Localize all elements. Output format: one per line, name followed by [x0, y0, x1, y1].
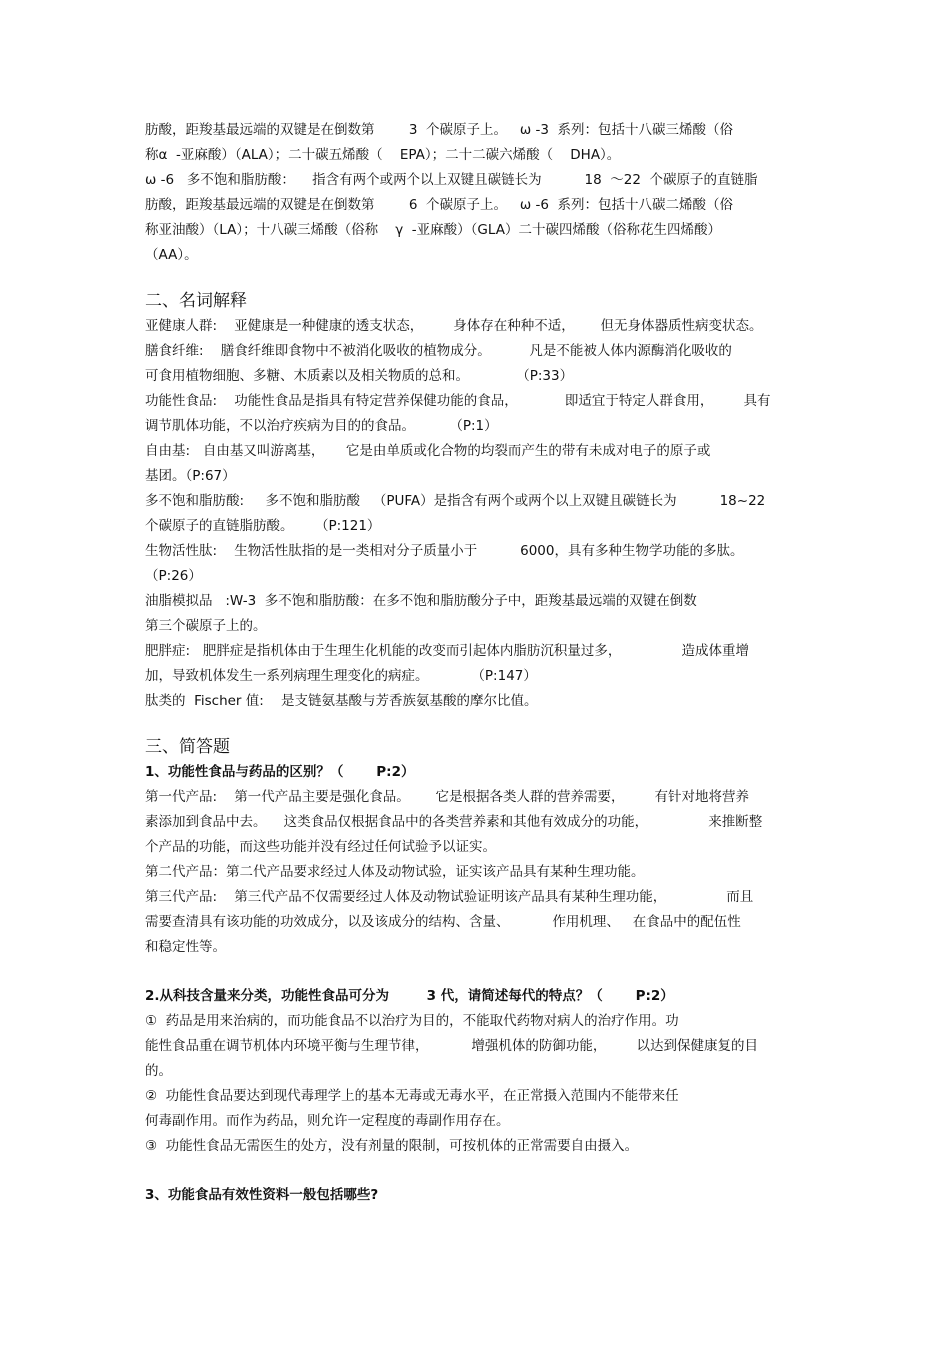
text-line: （AA）。: [145, 247, 198, 263]
text-line: 肪酸，距羧基最远端的双键是在倒数第 6 个碳原子上。 ω -6 系列：包括十八碳二烯酸（俗: [145, 197, 734, 213]
question-title: 3、功能食品有效性资料一般包括哪些?: [145, 1187, 379, 1203]
term-line: 亚健康人群: 亚健康是一种健康的透支状态， 身体存在种种不适， 但无身体器质性病变状态。: [145, 318, 763, 334]
term-line: 第三个碳原子上的。: [145, 618, 267, 634]
answer-line: 的。: [145, 1063, 172, 1079]
text-line: 称亚油酸）（LA）；十八碳三烯酸（俗称 γ -亚麻酸）（GLA）二十碳四烯酸（俗称花生四烯酸）: [145, 222, 721, 238]
term-line: 多不饱和脂肪酸: 多不饱和脂肪酸 （PUFA）是指含有两个或两个以上双键且碳链长为 18~22: [145, 493, 766, 509]
section-heading-short-answer: 三、简答题: [145, 737, 230, 757]
answer-line: 第三代产品: 第三代产品不仅需要经过人体及动物试验证明该产品具有某种生理功能， 而且: [145, 889, 754, 905]
term-line: 膳食纤维: 膳食纤维即食物中不被消化吸收的植物成分。 凡是不能被人体内源酶消化吸收的: [145, 343, 732, 359]
term-line: 肽类的 Fischer 值: 是支链氨基酸与芳香族氨基酸的摩尔比值。: [145, 693, 538, 709]
text-line: 肪酸，距羧基最远端的双键是在倒数第 3 个碳原子上。 ω -3 系列：包括十八碳三烯酸（俗: [145, 122, 734, 138]
question-title: 1、功能性食品与药品的区别？（ P:2）: [145, 764, 415, 780]
answer-line: ③ 功能性食品无需医生的处方，没有剂量的限制，可按机体的正常需要自由摄入。: [145, 1138, 639, 1154]
answer-line: ② 功能性食品要达到现代毒理学上的基本无毒或无毒水平，在正常摄入范围内不能带来任: [145, 1088, 679, 1104]
term-line: 油脂模拟品 :W-3 多不饱和脂肪酸：在多不饱和脂肪酸分子中，距羧基最远端的双键在倒数: [145, 593, 697, 609]
term-line: 加，导致机体发生一系列病理生理变化的病症。 （P:147）: [145, 668, 537, 684]
document-page: [145, 118, 815, 1208]
term-line: 调节肌体功能，不以治疗疾病为目的的食品。 （P:1）: [145, 418, 498, 434]
answer-line: 何毒副作用。而作为药品，则允许一定程度的毒副作用存在。: [145, 1113, 510, 1129]
question-title: 2.从科技含量来分类，功能性食品可分为 3 代，请简述每代的特点？（ P:2）: [145, 988, 674, 1004]
terms-section: [145, 314, 815, 714]
term-line: 自由基: 自由基又叫游离基， 它是由单质或化合物的均裂而产生的带有未成对电子的原子或: [145, 443, 711, 459]
section-heading-terms: 二、名词解释: [145, 291, 247, 311]
text-line: 称α -亚麻酸）（ALA）；二十碳五烯酸（ EPA）；二十二碳六烯酸（ DHA）。: [145, 147, 621, 163]
term-line: 基团。（P:67）: [145, 468, 236, 484]
term-line: 功能性食品: 功能性食品是指具有特定营养保健功能的食品， 即适宜于特定人群食用， 具有: [145, 393, 771, 409]
term-line: （P:26）: [145, 568, 202, 584]
term-line: 肥胖症: 肥胖症是指机体由于生理生化机能的改变而引起体内脂肪沉积量过多， 造成体重增: [145, 643, 749, 659]
answer-line: 和稳定性等。: [145, 939, 226, 955]
answer-line: 能性食品重在调节机体内环境平衡与生理节律， 增强机体的防御功能， 以达到保健康复的目: [145, 1038, 758, 1054]
intro-paragraph: [145, 118, 815, 268]
answer-line: 第一代产品: 第一代产品主要是强化食品。 它是根据各类人群的营养需要， 有针对地将营养: [145, 789, 749, 805]
answer-line: 素添加到食品中去。 这类食品仅根据食品中的各类营养素和其他有效成分的功能， 来推断整: [145, 814, 763, 830]
text-line: ω -6 多不饱和脂肪酸： 指含有两个或两个以上双键且碳链长为 18 ～22 个碳原子的直链脂: [145, 172, 758, 188]
paragraph-gap: [145, 960, 815, 984]
short-answer-section: [145, 760, 815, 1208]
paragraph-gap: [145, 1159, 815, 1183]
term-line: 可食用植物细胞、多糖、木质素以及相关物质的总和。 （P:33）: [145, 368, 574, 384]
answer-line: 个产品的功能，而这些功能并没有经过任何试验予以证实。: [145, 839, 496, 855]
answer-line: 需要查清具有该功能的功效成分，以及该成分的结构、含量、 作用机理、 在食品中的配伍性: [145, 914, 741, 930]
term-line: 个碳原子的直链脂肪酸。 （P:121）: [145, 518, 381, 534]
term-line: 生物活性肽: 生物活性肽指的是一类相对分子质量小于 6000，具有多种生物学功能的多肽。: [145, 543, 744, 559]
answer-line: ① 药品是用来治病的，而功能食品不以治疗为目的，不能取代药物对病人的治疗作用。功: [145, 1013, 679, 1029]
answer-line: 第二代产品：第二代产品要求经过人体及动物试验，证实该产品具有某种生理功能。: [145, 864, 645, 880]
